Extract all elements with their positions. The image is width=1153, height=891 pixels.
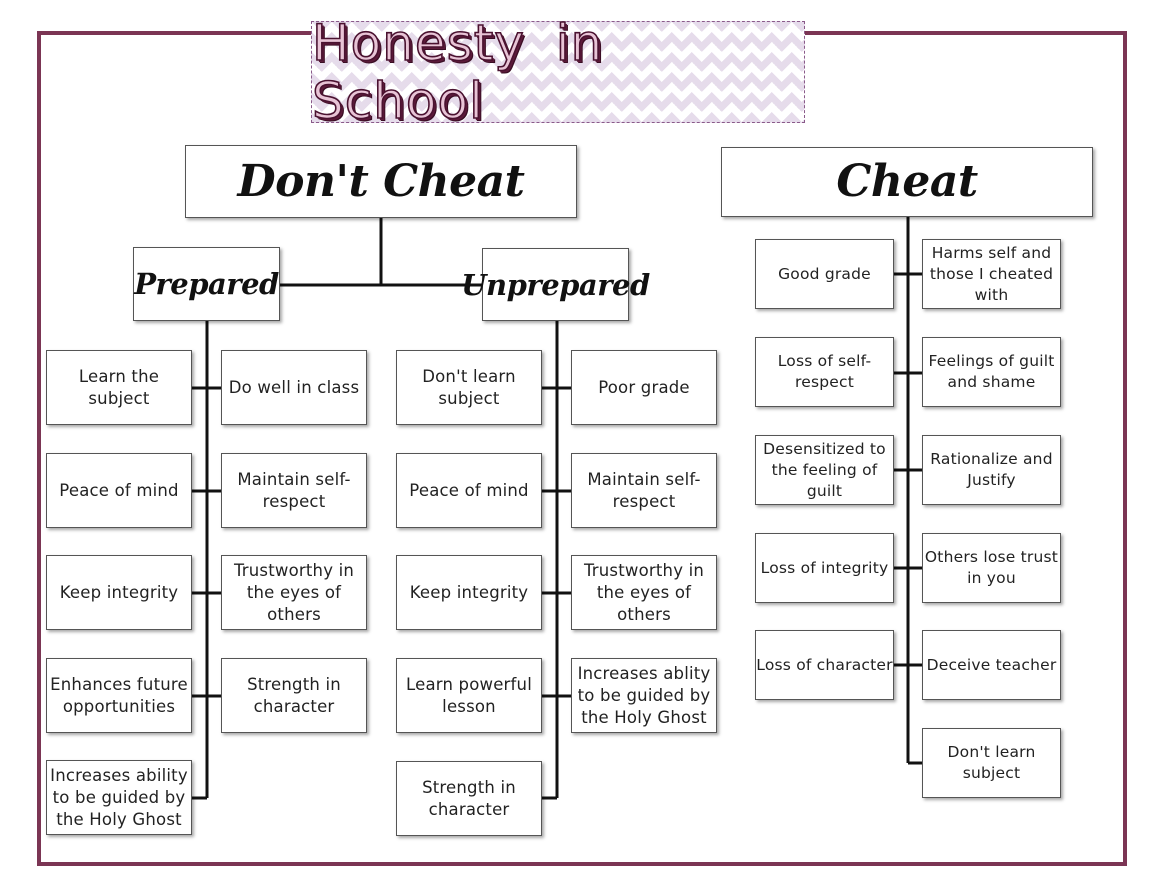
prepared-item-text: Learn the subject <box>78 366 160 408</box>
prepared-item <box>46 658 192 733</box>
cheat-item-text: Loss of self-respect <box>777 352 872 391</box>
unprepared-item-text: Learn powerful lesson <box>405 674 532 716</box>
prepared-label: Prepared <box>134 267 279 301</box>
prepared-item-text: Maintain self-respect <box>237 469 351 511</box>
prepared-item-text: Keep integrity <box>59 582 179 602</box>
page-title: Honesty in School <box>312 14 604 130</box>
cheat-item-text: Loss of integrity <box>760 558 889 577</box>
unprepared-item <box>571 453 717 528</box>
cheat-item <box>922 239 1061 309</box>
unprepared-item-text: Trustworthy in the eyes of others <box>583 560 705 624</box>
prepared-item-text: Trustworthy in the eyes of others <box>233 560 355 624</box>
prepared-item <box>221 555 367 630</box>
prepared-header <box>133 247 280 321</box>
prepared-item-text: Enhances future opportunities <box>50 674 188 716</box>
unprepared-item-text: Maintain self-respect <box>587 469 701 511</box>
unprepared-item <box>396 761 542 836</box>
prepared-item <box>46 350 192 425</box>
prepared-item <box>221 453 367 528</box>
dont-cheat-label: Don't Cheat <box>237 155 525 207</box>
unprepared-item-text: Keep integrity <box>409 582 529 602</box>
prepared-item-text: Strength in character <box>247 674 341 716</box>
cheat-item-text: Rationalize and Justify <box>930 450 1053 489</box>
cheat-item <box>755 337 894 407</box>
unprepared-item <box>396 658 542 733</box>
dont-cheat-header <box>185 145 577 218</box>
cheat-item <box>922 728 1061 798</box>
unprepared-item <box>396 555 542 630</box>
unprepared-item <box>396 350 542 425</box>
cheat-item <box>755 435 894 505</box>
title-banner <box>311 14 805 130</box>
cheat-item-text: Desensitized to the feeling of guilt <box>763 439 886 500</box>
prepared-item <box>46 760 192 835</box>
unprepared-item <box>396 453 542 528</box>
unprepared-header <box>461 248 650 321</box>
unprepared-item <box>571 350 717 425</box>
cheat-item <box>922 533 1061 603</box>
cheat-item <box>755 239 894 309</box>
unprepared-item-text: Peace of mind <box>409 480 529 500</box>
unprepared-item-text: Strength in character <box>422 777 516 819</box>
cheat-item-text: Feelings of guilt and shame <box>928 352 1055 391</box>
cheat-label: Cheat <box>836 156 978 207</box>
cheat-item-text: Good grade <box>778 264 871 283</box>
cheat-item-text: Don't learn subject <box>947 743 1036 782</box>
prepared-item <box>46 453 192 528</box>
cheat-item-text: Deceive teacher <box>926 655 1057 674</box>
unprepared-item-text: Don't learn subject <box>422 366 516 408</box>
unprepared-item <box>571 555 717 630</box>
prepared-item-text: Peace of mind <box>59 480 179 500</box>
prepared-item <box>221 658 367 733</box>
cheat-item-text: Others lose trust in you <box>924 548 1059 587</box>
unprepared-label: Unprepared <box>461 267 650 302</box>
prepared-item <box>46 555 192 630</box>
cheat-item-text: Harms self and those I cheated with <box>929 243 1054 304</box>
cheat-header <box>721 147 1093 217</box>
prepared-item <box>221 350 367 425</box>
cheat-item <box>922 435 1061 505</box>
unprepared-item-text: Poor grade <box>598 377 690 397</box>
cheat-item <box>755 630 894 700</box>
prepared-item-text: Increases ability to be guided by the Holy Ghost <box>50 765 188 829</box>
cheat-item-text: Loss of character <box>756 655 893 674</box>
prepared-item-text: Do well in class <box>228 377 360 397</box>
unprepared-item-text: Increases ablity to be guided by the Holy Ghost <box>577 663 711 727</box>
unprepared-item <box>571 658 717 733</box>
cheat-item <box>755 533 894 603</box>
cheat-item <box>922 630 1061 700</box>
cheat-item <box>922 337 1061 407</box>
